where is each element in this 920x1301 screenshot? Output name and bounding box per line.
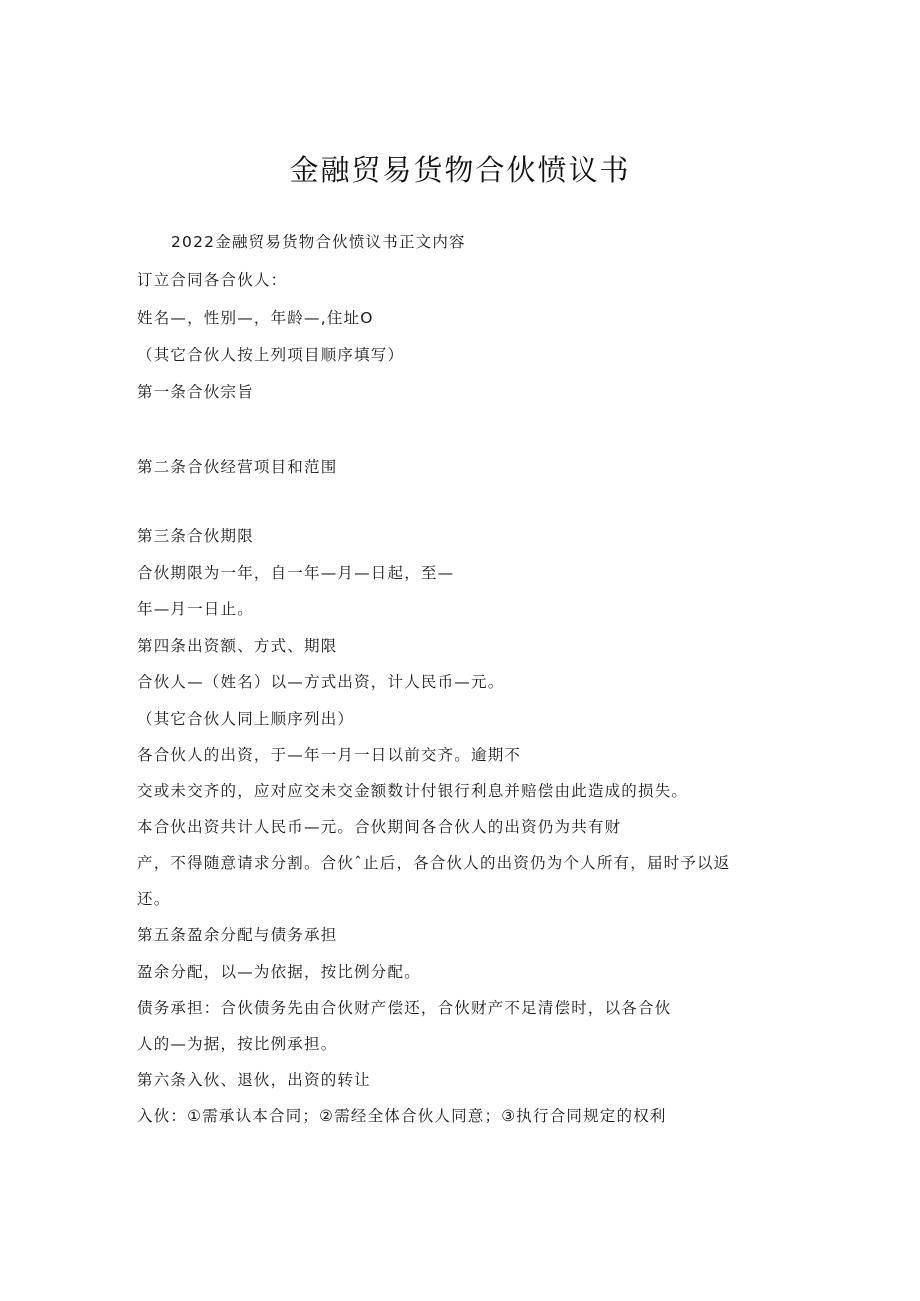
document-title: 金融贸易货物合伙愤议书 [289, 153, 631, 187]
text-line: 还。 [137, 890, 171, 908]
text-line: 合伙期限为一年，自一年—月—日起，至— [137, 564, 455, 582]
text-line: 本合伙出资共计人民币—元。合伙期间各合伙人的出资仍为共有财 [137, 818, 622, 836]
text-line: 人的—为据，按比例承担。 [137, 1035, 338, 1053]
text-line: 交或未交齐的，应对应交未交金额数计付银行利息并赔偿由此造成的损失。 [137, 782, 689, 800]
section-heading: 第五条盈余分配与债务承担 [137, 926, 338, 944]
text-line: （其它合伙人按上列项目顺序填写） [137, 346, 405, 364]
section-heading: 第三条合伙期限 [137, 527, 254, 545]
document-subtitle: 2022金融贸易货物合伙愤议书正文内容 [171, 233, 466, 251]
text-line: （其它合伙人同上顺序列出） [137, 710, 355, 728]
section-heading: 第一条合伙宗旨 [137, 383, 254, 401]
text-line: 盈余分配，以—为依据，按比例分配。 [137, 963, 421, 981]
text-line: 合伙人—（姓名）以—方式出资，计人民币—元。 [137, 673, 505, 691]
section-heading: 第二条合伙经营项目和范围 [137, 458, 338, 476]
section-heading: 第六条入伙、退伙，出资的转让 [137, 1071, 371, 1089]
text-line: 年—月一日止。 [137, 600, 254, 618]
text-line: 入伙：①需承认本合同；②需经全体合伙人同意；③执行合同规定的权利 [137, 1107, 667, 1125]
text-line: 产，不得随意请求分割。合伙ˆ止后，各合伙人的出资仍为个人所有，届时予以返 [137, 854, 731, 872]
section-heading: 第四条出资额、方式、期限 [137, 637, 338, 655]
text-line: 姓名—，性别—，年龄—,住址O [137, 309, 374, 327]
text-line: 各合伙人的出资，于—年一月一日以前交齐。逾期不 [137, 746, 522, 764]
text-line: 订立合同各合伙人： [137, 271, 288, 289]
text-line: 债务承担：合伙债务先由合伙财产偿还，合伙财产不足清偿时，以各合伙 [137, 999, 672, 1017]
